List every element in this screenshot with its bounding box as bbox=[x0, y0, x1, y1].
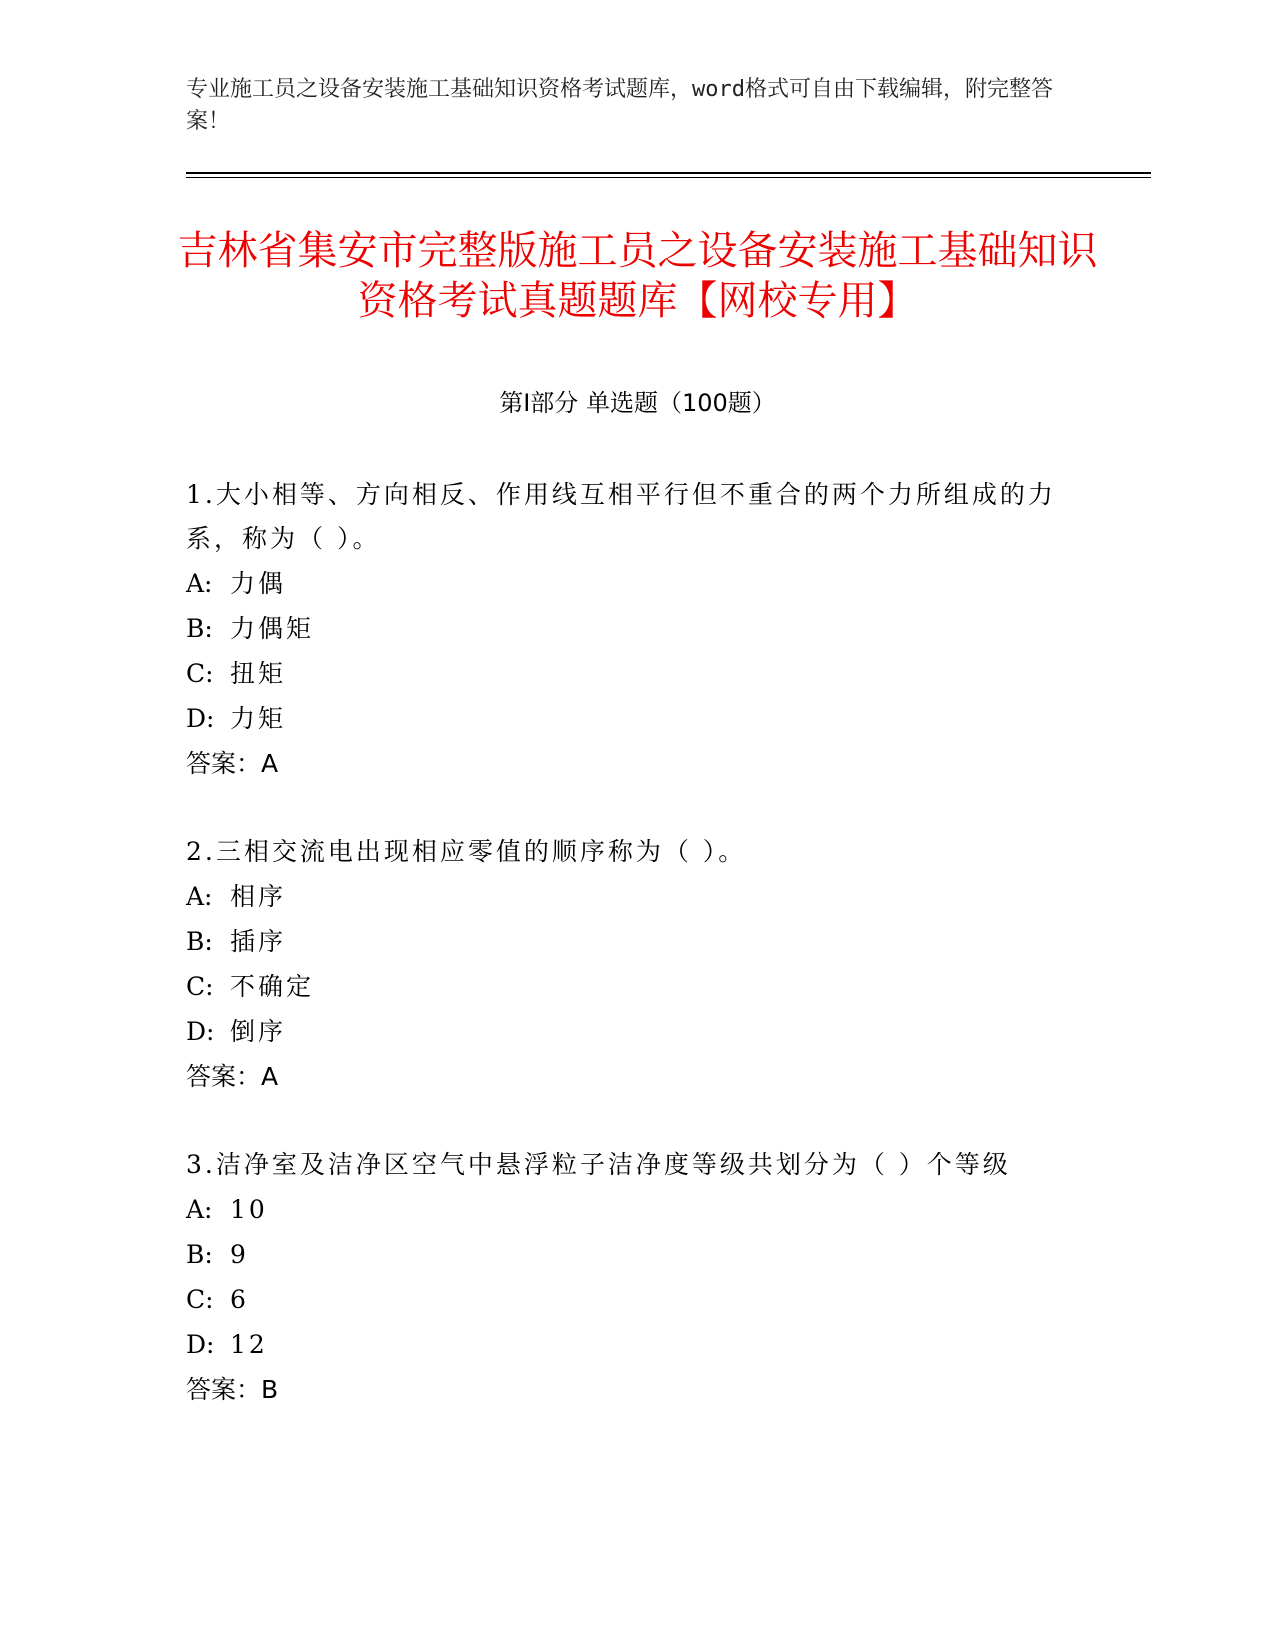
option-d bbox=[186, 1322, 1066, 1367]
option-c bbox=[186, 964, 1066, 1009]
option-text: 力偶 bbox=[230, 569, 287, 598]
option-b bbox=[186, 1232, 1066, 1277]
section-heading: 第I部分 单选题（100题） bbox=[499, 389, 776, 417]
option-letter: B: bbox=[186, 1240, 213, 1269]
option-text: 力偶矩 bbox=[230, 614, 315, 643]
option-d bbox=[186, 1009, 1066, 1054]
answer-line: 答案：A bbox=[186, 749, 279, 778]
option-letter: C: bbox=[186, 972, 214, 1001]
question-list bbox=[186, 473, 1066, 1456]
answer-line: 答案：B bbox=[186, 1375, 279, 1404]
option-text: 不确定 bbox=[230, 972, 315, 1001]
option-text: 6 bbox=[230, 1285, 249, 1314]
option-a bbox=[186, 561, 1066, 606]
option-letter: D: bbox=[186, 704, 215, 733]
option-b bbox=[186, 606, 1066, 651]
header-note: 专业施工员之设备安装施工基础知识资格考试题库，word格式可自由下载编辑，附完整答案！ bbox=[186, 77, 1053, 134]
option-text: 10 bbox=[230, 1195, 268, 1224]
question-text: 1.大小相等、方向相反、作用线互相平行但不重合的两个力所组成的力系，称为（ ）。 bbox=[186, 480, 1056, 553]
option-letter: A: bbox=[186, 882, 213, 911]
question-text: 2.三相交流电出现相应零值的顺序称为（ ）。 bbox=[186, 837, 747, 866]
question-item bbox=[186, 473, 1066, 786]
option-c bbox=[186, 651, 1066, 696]
option-letter: C: bbox=[186, 659, 214, 688]
question-item bbox=[186, 1143, 1066, 1412]
option-letter: D: bbox=[186, 1330, 215, 1359]
option-c bbox=[186, 1277, 1066, 1322]
option-text: 力矩 bbox=[230, 704, 287, 733]
option-a bbox=[186, 1187, 1066, 1232]
question-item bbox=[186, 830, 1066, 1099]
option-text: 倒序 bbox=[230, 1017, 287, 1046]
option-text: 插序 bbox=[230, 927, 287, 956]
option-a bbox=[186, 874, 1066, 919]
option-letter: A: bbox=[186, 569, 213, 598]
header-divider-thick bbox=[186, 172, 1151, 174]
option-letter: A: bbox=[186, 1195, 213, 1224]
option-text: 扭矩 bbox=[230, 659, 287, 688]
option-text: 相序 bbox=[230, 882, 287, 911]
option-d bbox=[186, 696, 1066, 741]
option-letter: B: bbox=[186, 614, 213, 643]
answer-line: 答案：A bbox=[186, 1062, 279, 1091]
document-title: 吉林省集安市完整版施工员之设备安装施工基础知识资格考试真题题库【网校专用】 bbox=[177, 228, 1098, 324]
option-b bbox=[186, 919, 1066, 964]
option-letter: D: bbox=[186, 1017, 215, 1046]
header-divider-thin bbox=[186, 177, 1151, 178]
option-letter: B: bbox=[186, 927, 213, 956]
option-text: 12 bbox=[230, 1330, 268, 1359]
option-letter: C: bbox=[186, 1285, 214, 1314]
question-text: 3.洁净室及洁净区空气中悬浮粒子洁净度等级共划分为（ ）个等级 bbox=[186, 1150, 1011, 1179]
option-text: 9 bbox=[230, 1240, 249, 1269]
